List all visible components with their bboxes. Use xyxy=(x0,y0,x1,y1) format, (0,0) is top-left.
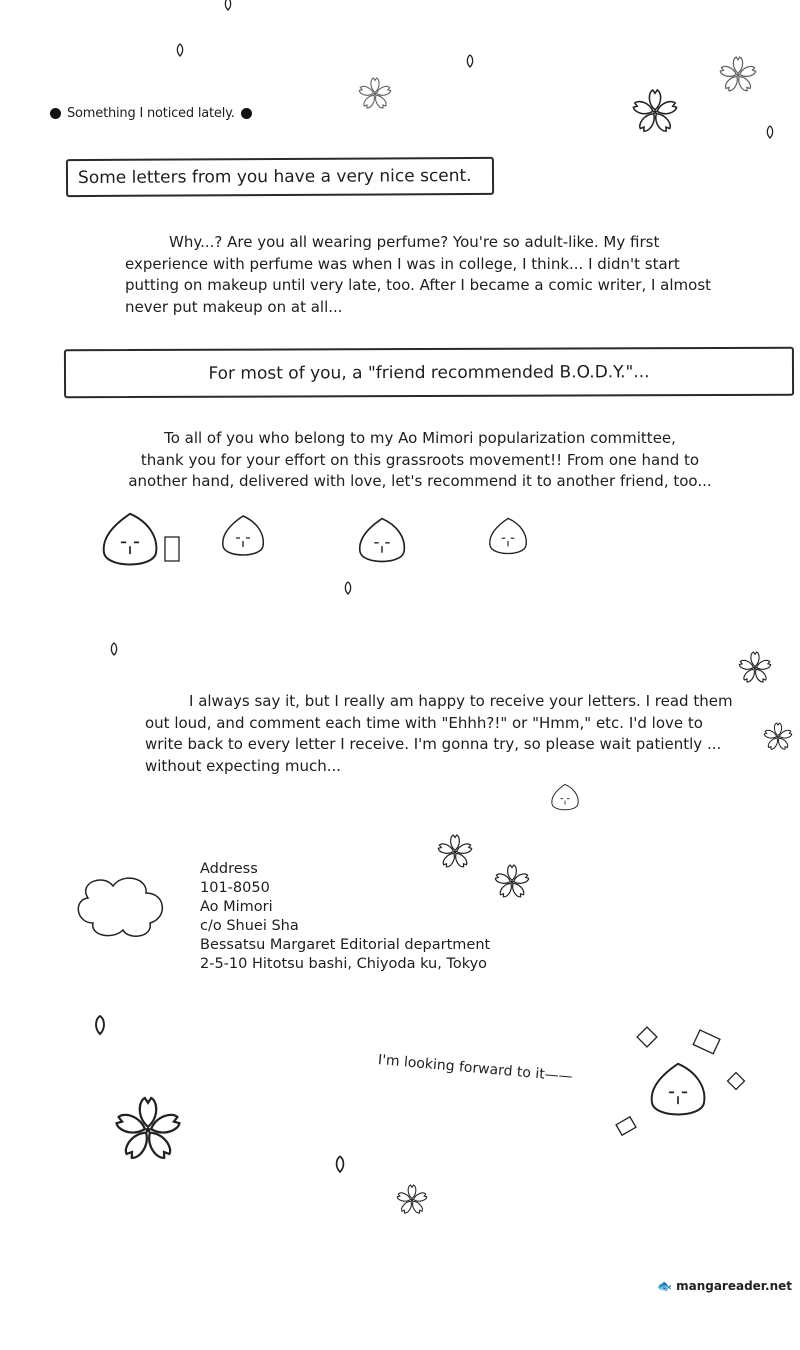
closing-note: I'm looking forward to it—— xyxy=(377,1052,574,1085)
section-header: Something I noticed lately. xyxy=(50,106,252,121)
letter-icon xyxy=(700,1030,800,1180)
bullet-icon xyxy=(241,108,252,119)
watermark: 🐟 mangareader.net xyxy=(657,1279,792,1293)
peach-mascot-icon xyxy=(508,540,800,690)
peach-mascot-icon xyxy=(565,800,800,950)
topic-box-recommend: For most of you, a "friend recommended B.O.D.Y."... xyxy=(64,347,794,399)
petal-icon xyxy=(100,1034,400,1184)
paragraph-perfume: Why...? Are you all wearing perfume? You're so adult-like. My first experience with perfume was when I was in college, I think... I didn't start putting on makeup until very late, too. After I became a comic writer, I almost never put makeup on at all... xyxy=(125,233,712,316)
petal-icon xyxy=(770,138,800,288)
logo-icon: 🐟 xyxy=(657,1279,673,1293)
topic-box-scent: Some letters from you have a very nice scent. xyxy=(66,157,494,197)
petal-icon xyxy=(470,67,770,217)
petal-icon xyxy=(340,1172,640,1322)
paragraph-committee: To all of you who belong to my Ao Mimori popularization committee, thank you for your effort on this grassroots movement!! From one hand to another hand, delivered with love, let's recommend it to another friend, too... xyxy=(128,429,712,490)
mailing-address: Address 101-8050 Ao Mimori c/o Shuei Sha Bessatsu Margaret Editorial department 2-5-10 Hitotsu bashi, Chiyoda ku, Tokyo xyxy=(200,861,491,972)
bullet-icon xyxy=(50,108,61,119)
paragraph-letters: I always say it, but I really am happy to receive your letters. I read them out loud, and comment each time with "Ehhh?!" or "Hmm," etc. I'd love to write back to every letter I receive. I'm gonna try, so please wait patiently ... without expecting much... xyxy=(145,692,733,775)
